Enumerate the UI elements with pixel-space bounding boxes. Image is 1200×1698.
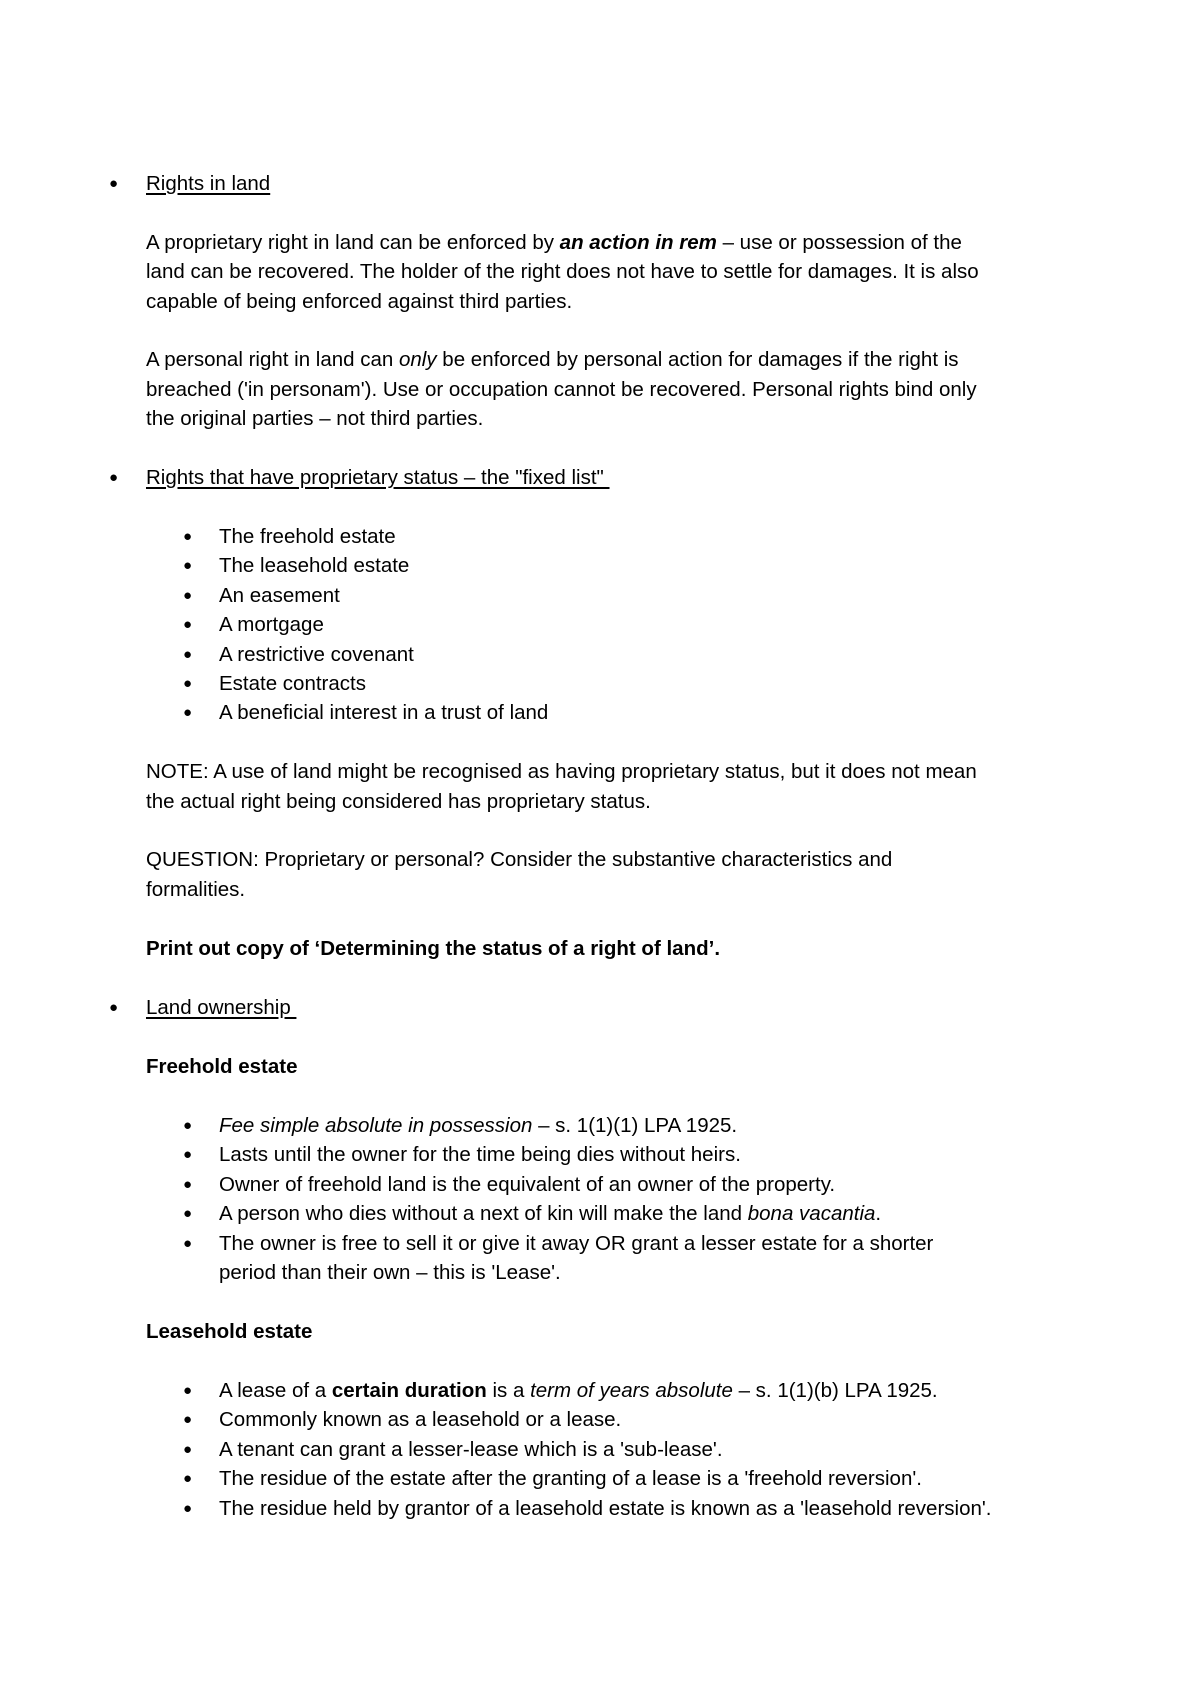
list-item: Lasts until the owner for the time being dies without heirs. (219, 1143, 741, 1166)
list-item: A person who dies without a next of kin will make the land bona vacantia. (219, 1202, 882, 1225)
list-item: A beneficial interest in a trust of land (219, 701, 549, 724)
list-item: A restrictive covenant (219, 643, 414, 666)
list-item: The residue of the estate after the granting of a lease is a 'freehold reversion'. (219, 1467, 922, 1490)
list-item: The residue held by grantor of a leasehold estate is known as a 'leasehold reversion'. (219, 1497, 992, 1520)
section-heading-rights-in-land: Rights in land (146, 172, 271, 195)
bullet-icon: ● (183, 1117, 193, 1134)
bullet-icon: ● (183, 557, 193, 574)
bullet-icon: ● (183, 646, 193, 663)
section-heading-land-ownership: Land ownership (146, 996, 297, 1019)
subheading-freehold-estate: Freehold estate (146, 1055, 298, 1078)
print-note: Print out copy of ‘Determining the status of a right of land’. (146, 937, 721, 960)
list-item: A tenant can grant a lesser-lease which is a 'sub-lease'. (219, 1438, 723, 1461)
bullet-icon: ● (183, 1441, 193, 1458)
question-paragraph: formalities. (146, 878, 246, 901)
bullet-icon: ● (183, 704, 193, 721)
bullet-icon: ● (109, 175, 119, 192)
list-item: A lease of a certain duration is a term of years absolute – s. 1(1)(b) LPA 1925. (219, 1379, 938, 1402)
paragraph-line: capable of being enforced against third parties. (146, 290, 573, 313)
list-item: The leasehold estate (219, 554, 410, 577)
bullet-icon: ● (183, 1382, 193, 1399)
bullet-icon: ● (183, 675, 193, 692)
bullet-icon: ● (183, 1176, 193, 1193)
bullet-icon: ● (109, 999, 119, 1016)
list-item-continuation: period than their own – this is 'Lease'. (219, 1261, 561, 1284)
bullet-icon: ● (183, 1205, 193, 1222)
list-item: An easement (219, 584, 340, 607)
section-heading-fixed-list: Rights that have proprietary status – the "fixed list" (146, 466, 610, 489)
bullet-icon: ● (183, 1411, 193, 1428)
bullet-icon: ● (183, 616, 193, 633)
paragraph-line: land can be recovered. The holder of the right does not have to settle for damages. It is also (146, 260, 979, 283)
question-paragraph: QUESTION: Proprietary or personal? Consider the substantive characteristics and (146, 848, 893, 871)
bullet-icon: ● (183, 528, 193, 545)
note-paragraph: the actual right being considered has proprietary status. (146, 790, 651, 813)
list-item: Fee simple absolute in possession – s. 1(1)(1) LPA 1925. (219, 1114, 738, 1137)
list-item: A mortgage (219, 613, 324, 636)
list-item: The freehold estate (219, 525, 396, 548)
paragraph-line: breached ('in personam'). Use or occupation cannot be recovered. Personal rights bind only (146, 378, 977, 401)
bullet-icon: ● (183, 587, 193, 604)
paragraph-line: the original parties – not third parties. (146, 407, 484, 430)
note-paragraph: NOTE: A use of land might be recognised as having proprietary status, but it does not mean (146, 760, 977, 783)
bullet-icon: ● (183, 1146, 193, 1163)
list-item: The owner is free to sell it or give it away OR grant a lesser estate for a shorter (219, 1232, 934, 1255)
list-item: Commonly known as a leasehold or a lease. (219, 1408, 622, 1431)
subheading-leasehold-estate: Leasehold estate (146, 1320, 313, 1343)
paragraph-proprietary-right: A proprietary right in land can be enforced by an action in rem – use or possession of the (146, 231, 962, 254)
paragraph-personal-right: A personal right in land can only be enforced by personal action for damages if the right is (146, 348, 959, 371)
bullet-icon: ● (183, 1500, 193, 1517)
bullet-icon: ● (183, 1470, 193, 1487)
bullet-icon: ● (183, 1235, 193, 1252)
list-item: Owner of freehold land is the equivalent of an owner of the property. (219, 1173, 836, 1196)
list-item: Estate contracts (219, 672, 366, 695)
bullet-icon: ● (109, 469, 119, 486)
